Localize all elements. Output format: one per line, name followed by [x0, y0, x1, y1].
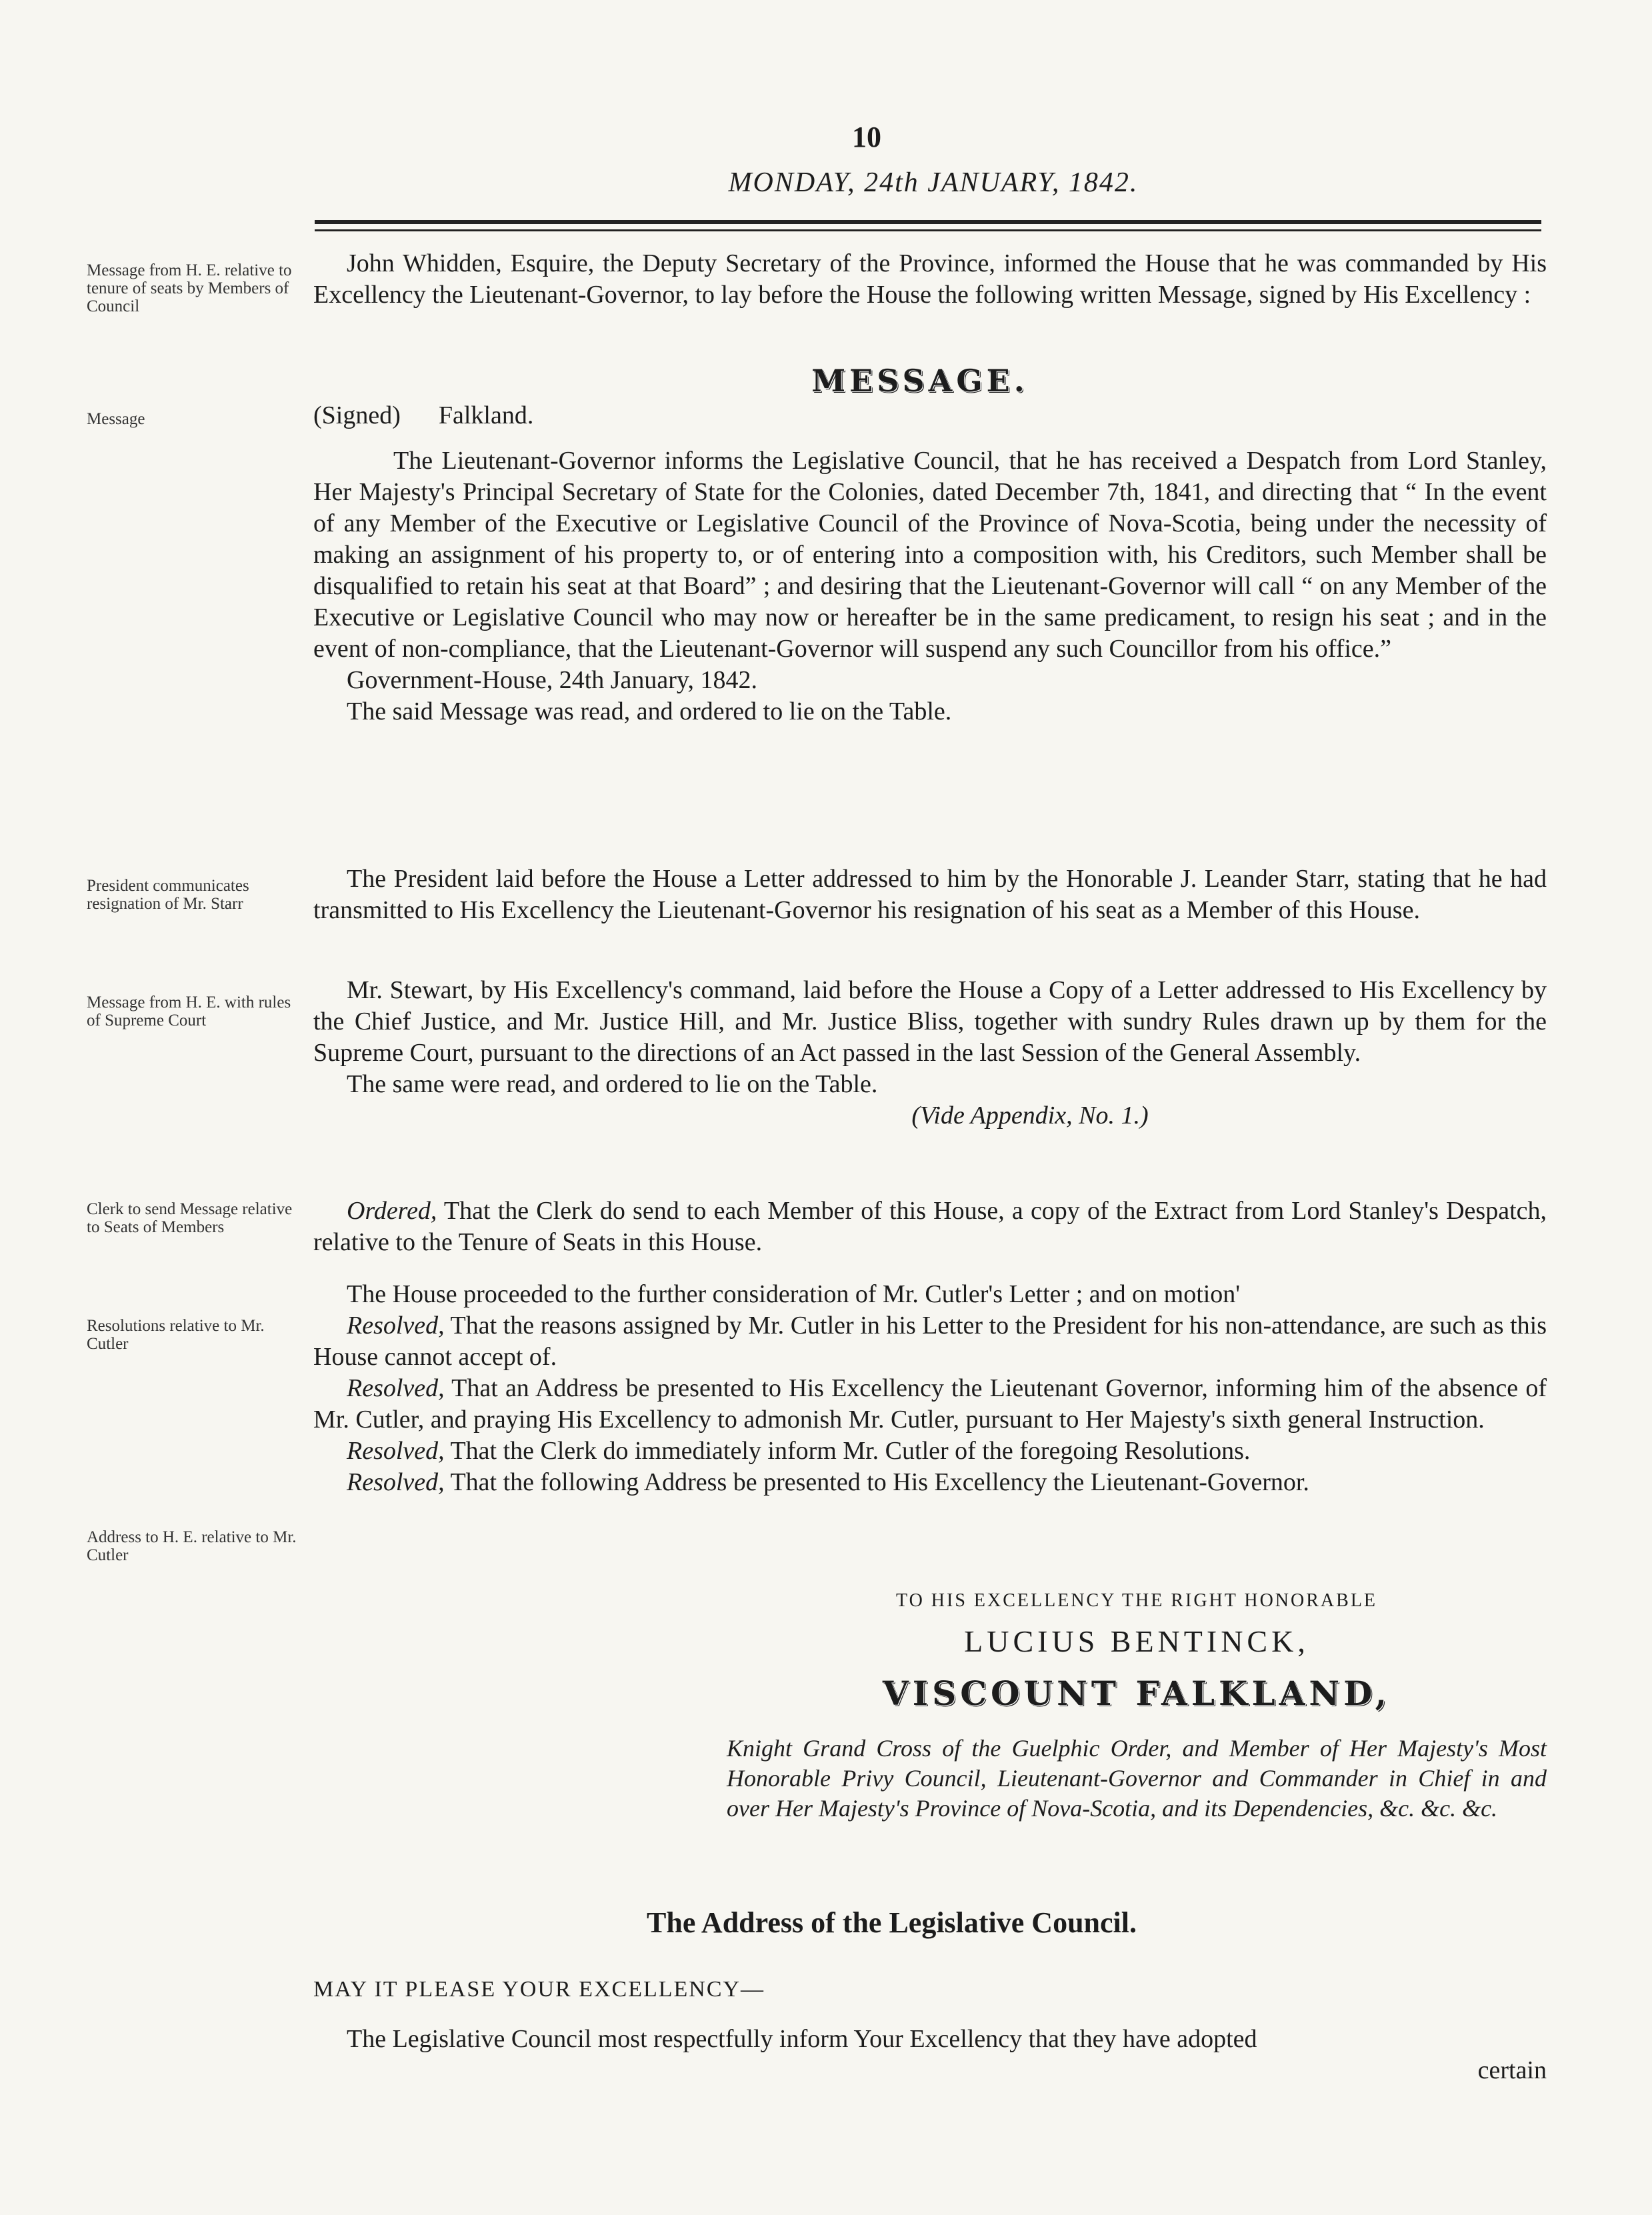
page-number: 10: [852, 121, 881, 153]
header-rule-thick: [315, 220, 1541, 224]
vide-appendix: (Vide Appendix, No. 1.): [911, 1101, 1149, 1130]
address-title: [720, 1674, 1553, 1713]
resolution-4: That the following Address be presented to His Excellency the Lieutenant-Governor.: [444, 1468, 1309, 1496]
address-honours: Knight Grand Cross of the Guelphic Order, and Member of Her Majesty's Most Honorable Privy Council, Lieutenant-Governor and Commander in Chief in and over Her Majesty's Province of Nova-Scotia, and its Dependencies, &c. &c. &c.: [727, 1735, 1547, 1822]
margin-note-address-cutler: Address to H. E. relative to Mr. Cutler: [87, 1528, 297, 1564]
address-name: LUCIUS BENTINCK,: [964, 1624, 1309, 1658]
resolutions-block: [313, 1279, 1547, 1498]
resolution-3: That the Clerk do immediately inform Mr. Cutler of the foregoing Resolutions.: [444, 1437, 1251, 1465]
starr-block: [313, 863, 1547, 926]
address-opening-block: [313, 2024, 1547, 2086]
resolved-lead-3: Resolved,: [347, 1437, 445, 1465]
margin-note-president-resignation: President communicates resignation of Mr. Starr: [87, 877, 249, 913]
resolution-2: That an Address be presented to His Excellency the Lieutenant Governor, informing him of the absence of Mr. Cutler, and praying His Excellency to admonish Mr. Cutler, pursuant to Her Majesty's sixth general Instruction.: [313, 1374, 1547, 1434]
margin-note-resolutions-cutler: Resolutions relative to Mr. Cutler: [87, 1317, 265, 1353]
address-to-line: TO HIS EXCELLENCY THE RIGHT HONORABLE: [895, 1590, 1378, 1611]
message-body-block: [313, 445, 1547, 727]
government-house-line: Government-House, 24th January, 1842.: [347, 666, 757, 694]
header-rule-thin: [315, 229, 1541, 231]
address-heading: The Address of the Legislative Council.: [647, 1906, 1137, 1939]
paragraph-supreme-court: Mr. Stewart, by His Excellency's command, laid before the House a Copy of a Letter addressed to His Excellency by the Chief Justice, and Mr. Justice Hill, and Mr. Justice Bliss, together with sundry Rules drawn up by them for the Supreme Court, pursuant to the directions of an Act passed in the last Session of the General Assembly.: [313, 976, 1547, 1067]
catchword: certain: [1477, 2056, 1547, 2084]
date-line: MONDAY, 24th JANUARY, 1842.: [728, 167, 1139, 198]
clerk-block: [313, 1196, 1547, 1258]
paragraph-message-read: The said Message was read, and ordered to lie on the Table.: [347, 697, 952, 725]
signed-line: (Signed) Falkland.: [313, 401, 534, 429]
margin-note-message-tenure: Message from H. E. relative to tenure of seats by Members of Council: [87, 261, 292, 315]
address-opening: The Legislative Council most respectfully inform Your Excellency that they have adopted: [347, 2025, 1257, 2053]
resolved-lead-2: Resolved,: [347, 1374, 445, 1402]
paragraph-ordered: That the Clerk do send to each Member of this House, a copy of the Extract from Lord Stanley's Despatch, relative to the Tenure of Seats in this House.: [313, 1197, 1547, 1256]
paragraph-starr: The President laid before the House a Letter addressed to him by the Honorable J. Leander Starr, stating that he had transmitted to His Excellency the Lieutenant-Governor his resignation of his seat as a Member of this House.: [313, 865, 1547, 924]
resolved-lead-1: Resolved,: [347, 1312, 445, 1340]
resolution-1: That the reasons assigned by Mr. Cutler in his Letter to the President for his non-attendance, are such as this House cannot accept of.: [313, 1312, 1547, 1371]
address-title-text: VISCOUNT FALKLAND,: [882, 1674, 1391, 1713]
salutation: MAY IT PLEASE YOUR EXCELLENCY—: [313, 1977, 765, 2002]
resolved-lead-4: Resolved,: [347, 1468, 445, 1496]
paragraph-cutler-letter: The House proceeded to the further consideration of Mr. Cutler's Letter ; and on motion': [347, 1280, 1241, 1308]
paragraph-despatch: The Lieutenant-Governor informs the Legislative Council, that he has received a Despatch from Lord Stanley, Her Majesty's Principal Secretary of State for the Colonies, dated December 7th, 1841, and directing that “ In the event of any Member of the Executive or Legislative Council of the Province of Nova-Scotia, being under the necessity of making an assignment of his property to, or of entering into a composition with, his Creditors, such Member shall be disqualified to retain his seat at that Board” ; and desiring that the Lieutenant-Governor will call “ on any Member of the Executive or Legislative Council who may now or hereafter be in the same predicament, to resign his seat ; and in the event of non-compliance, that the Lieutenant-Governor will suspend any such Councillor from his office.”: [313, 447, 1547, 663]
opening-paragraph-block: [313, 248, 1547, 311]
paragraph-whidden: John Whidden, Esquire, the Deputy Secretary of the Province, informed the House that he was commanded by His Excellency the Lieutenant-Governor, to lay before the House the following written Message, signed by His Excellency :: [313, 249, 1547, 309]
supreme-court-block: [313, 975, 1547, 1132]
message-heading: [767, 365, 1073, 397]
ordered-lead: Ordered,: [347, 1197, 437, 1225]
margin-note-supreme-court: Message from H. E. with rules of Supreme Court: [87, 993, 291, 1029]
margin-note-clerk-send: Clerk to send Message relative to Seats of Members: [87, 1200, 293, 1236]
margin-note-message: Message: [87, 410, 145, 428]
message-heading-text: MESSAGE.: [811, 363, 1029, 399]
paragraph-same-read: The same were read, and ordered to lie on the Table.: [347, 1070, 878, 1098]
